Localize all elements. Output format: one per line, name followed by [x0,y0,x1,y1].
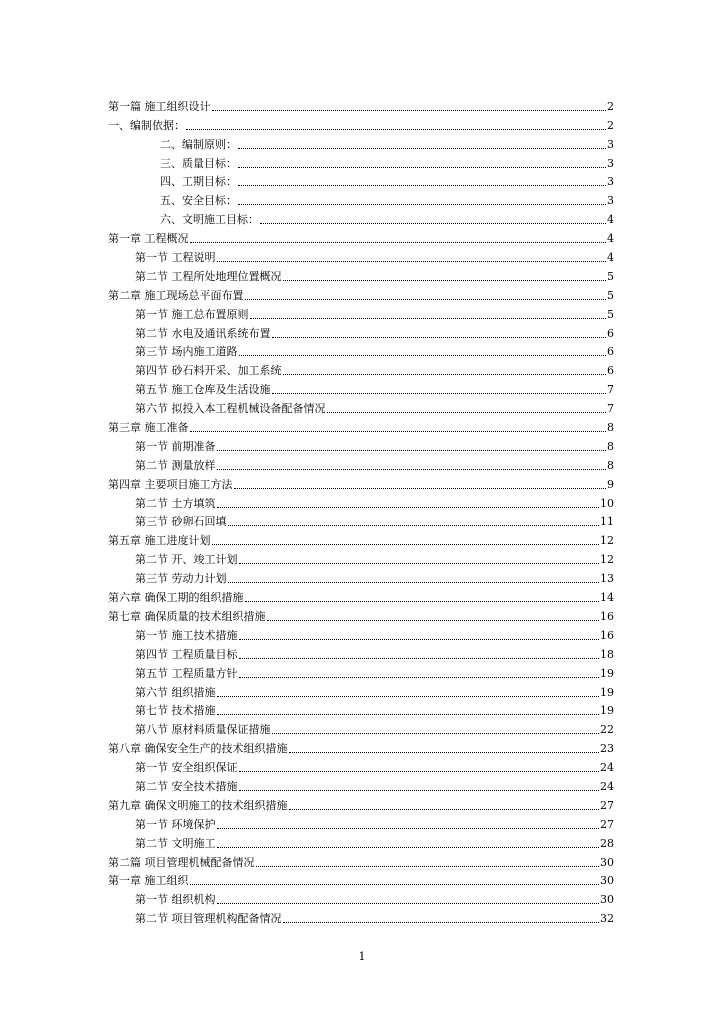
toc-dot-leader [283,922,600,923]
toc-dot-leader [190,884,600,885]
toc-entry[interactable] [108,416,614,435]
toc-entry[interactable] [108,586,614,605]
toc-entry-title: 第二篇 项目管理机械配备情况 [108,855,255,869]
toc-entry[interactable] [108,529,614,548]
toc-entry-page: 18 [600,647,614,661]
toc-entry[interactable] [108,473,614,492]
toc-entry-title: 第六节 组织措施 [135,685,216,699]
toc-entry-page: 7 [607,383,614,397]
toc-entry-page: 3 [607,175,614,189]
toc-entry-title: 第五章 施工进度计划 [108,534,211,548]
toc-dot-leader [272,393,607,394]
toc-entry-title: 四、工期目标： [160,175,237,189]
toc-dot-leader [186,129,606,130]
toc-dot-leader [238,148,606,149]
toc-dot-leader [283,280,607,281]
toc-entry[interactable] [108,700,614,719]
toc-entry[interactable] [108,303,614,322]
toc-entry-title: 六、文明施工目标： [160,213,259,227]
toc-entry-page: 4 [607,232,614,246]
toc-entry-page: 5 [607,307,614,321]
toc-entry-page: 16 [600,609,614,623]
toc-entry-title: 第三章 施工准备 [108,421,189,435]
toc-entry[interactable] [108,284,614,303]
toc-entry-title: 第一章 施工组织 [108,874,189,888]
page-number: 1 [358,950,366,963]
toc-entry-title: 第五节 施工仓库及生活设施 [135,383,271,397]
toc-entry[interactable] [108,511,614,530]
toc-dot-leader [239,658,600,659]
toc-entry[interactable] [108,454,614,473]
toc-dot-leader [217,261,607,262]
toc-dot-leader [190,242,607,243]
toc-entry[interactable] [108,888,614,907]
toc-entry[interactable] [108,662,614,681]
toc-entry[interactable] [108,775,614,794]
toc-entry-title: 第八章 确保安全生产的技术组织措施 [108,742,288,756]
toc-entry-title: 第二节 文明施工 [135,836,216,850]
toc-dot-leader [212,544,600,545]
toc-dot-leader [217,903,600,904]
toc-entry-title: 第二节 工程所处地理位置概况 [135,269,282,283]
toc-entry[interactable] [108,435,614,454]
toc-entry-title: 第二章 施工现场总平面布置 [108,288,244,302]
toc-entry-title: 第三节 砂卵石回填 [135,515,227,529]
toc-dot-leader [267,620,600,621]
toc-entry[interactable] [108,114,614,133]
toc-dot-leader [327,412,607,413]
toc-entry-title: 第二节 开、竣工计划 [135,553,238,567]
toc-entry-title: 第三节 场内施工道路 [135,345,238,359]
toc-entry-page: 12 [600,553,614,567]
toc-dot-leader [256,866,600,867]
toc-entry-page: 14 [600,591,614,605]
toc-dot-leader [289,752,600,753]
toc-entry-title: 第二节 项目管理机构配备情况 [135,912,282,926]
toc-entry-page: 6 [607,364,614,378]
toc-entry-title: 第二节 安全技术措施 [135,779,238,793]
toc-entry[interactable] [108,624,614,643]
toc-entry-title: 第一节 安全组织保证 [135,761,238,775]
toc-entry-title: 一、编制依据： [108,118,185,132]
toc-entry-title: 第八节 原材料质量保证措施 [135,723,271,737]
toc-entry-page: 2 [607,118,614,132]
toc-entry-page: 5 [607,288,614,302]
toc-entry-title: 第七节 技术措施 [135,704,216,718]
table-of-contents [108,95,614,926]
toc-entry[interactable] [108,492,614,511]
toc-entry-page: 6 [607,345,614,359]
toc-entry[interactable] [108,851,614,870]
toc-dot-leader [228,525,600,526]
toc-entry-page: 23 [600,742,614,756]
toc-entry[interactable] [108,189,614,208]
toc-entry[interactable] [108,265,614,284]
toc-entry-page: 24 [600,779,614,793]
toc-entry-page: 8 [607,439,614,453]
toc-dot-leader [245,299,607,300]
toc-dot-leader [239,677,600,678]
toc-dot-leader [289,809,600,810]
toc-entry-title: 第二节 土方填筑 [135,496,216,510]
toc-entry-title: 第二节 水电及通讯系统布置 [135,326,271,340]
toc-entry-page: 30 [600,893,614,907]
toc-dot-leader [190,431,607,432]
toc-entry-page: 32 [600,912,614,926]
toc-dot-leader [239,790,600,791]
toc-dot-leader [212,110,607,111]
toc-entry-page: 12 [600,534,614,548]
toc-entry-title: 第五节 工程质量方针 [135,666,238,680]
toc-entry[interactable] [108,794,614,813]
toc-entry[interactable] [108,643,614,662]
toc-dot-leader [228,582,600,583]
toc-dot-leader [238,185,606,186]
toc-entry-title: 第一节 前期准备 [135,439,216,453]
toc-entry-page: 10 [600,496,614,510]
toc-entry[interactable] [108,567,614,586]
toc-dot-leader [283,374,607,375]
toc-entry-page: 5 [607,269,614,283]
toc-entry-page: 11 [600,515,614,529]
toc-entry[interactable] [108,681,614,700]
toc-dot-leader [217,507,600,508]
toc-entry[interactable] [108,95,614,114]
toc-entry-title: 第一节 工程说明 [135,251,216,265]
toc-entry-title: 第一节 施工总布置原则 [135,307,249,321]
toc-entry-title: 第六节 拟投入本工程机械设备配备情况 [135,402,326,416]
toc-dot-leader [217,847,600,848]
toc-entry-title: 第一章 工程概况 [108,232,189,246]
toc-entry-title: 二、编制原则： [160,137,237,151]
toc-entry[interactable] [108,152,614,171]
toc-entry[interactable] [108,227,614,246]
toc-entry[interactable] [108,737,614,756]
toc-entry[interactable] [108,133,614,152]
toc-entry-title: 第四节 砂石料开采、加工系统 [135,364,282,378]
toc-dot-leader [217,469,607,470]
toc-dot-leader [272,337,607,338]
toc-entry[interactable] [108,341,614,360]
toc-dot-leader [260,223,606,224]
toc-dot-leader [217,714,600,715]
toc-dot-leader [234,488,607,489]
toc-entry-title: 第一篇 施工组织设计 [108,99,211,113]
toc-entry-title: 第六章 确保工期的组织措施 [108,591,244,605]
toc-dot-leader [239,563,600,564]
toc-entry[interactable] [108,548,614,567]
toc-entry-page: 8 [607,458,614,472]
toc-entry-title: 第一节 环境保护 [135,817,216,831]
toc-dot-leader [239,639,600,640]
toc-entry[interactable] [108,322,614,341]
toc-entry-page: 3 [607,156,614,170]
toc-dot-leader [239,771,600,772]
toc-entry-page: 2 [607,99,614,113]
toc-entry[interactable] [108,359,614,378]
toc-entry-title: 三、质量目标： [160,156,237,170]
toc-dot-leader [239,355,607,356]
toc-entry-page: 6 [607,326,614,340]
toc-entry[interactable] [108,171,614,190]
toc-entry[interactable] [108,397,614,416]
toc-entry-page: 3 [607,137,614,151]
toc-entry-page: 24 [600,761,614,775]
toc-entry[interactable] [108,378,614,397]
toc-entry[interactable] [108,718,614,737]
toc-entry[interactable] [108,870,614,889]
toc-entry[interactable] [108,832,614,851]
toc-entry-page: 27 [600,817,614,831]
toc-entry-page: 4 [607,251,614,265]
toc-entry-page: 27 [600,798,614,812]
toc-dot-leader [245,601,600,602]
toc-entry-page: 16 [600,628,614,642]
toc-entry-page: 19 [600,685,614,699]
toc-dot-leader [217,696,600,697]
toc-entry[interactable] [108,813,614,832]
toc-entry-title: 五、安全目标： [160,194,237,208]
toc-entry-title: 第一节 施工技术措施 [135,628,238,642]
toc-entry-page: 9 [607,477,614,491]
toc-entry-title: 第一节 组织机构 [135,893,216,907]
toc-entry-page: 30 [600,874,614,888]
toc-entry-page: 19 [600,666,614,680]
toc-dot-leader [238,204,606,205]
toc-entry-page: 19 [600,704,614,718]
toc-dot-leader [217,450,607,451]
toc-dot-leader [217,828,600,829]
toc-entry-page: 3 [607,194,614,208]
toc-entry-title: 第四章 主要项目施工方法 [108,477,233,491]
toc-dot-leader [238,167,606,168]
toc-entry-title: 第三节 劳动力计划 [135,572,227,586]
toc-entry-page: 8 [607,421,614,435]
toc-entry-title: 第七章 确保质量的技术组织措施 [108,609,266,623]
toc-entry[interactable] [108,208,614,227]
toc-entry-page: 4 [607,213,614,227]
toc-entry[interactable] [108,907,614,926]
toc-entry-page: 28 [600,836,614,850]
toc-entry[interactable] [108,605,614,624]
toc-entry-page: 13 [600,572,614,586]
toc-entry-page: 22 [600,723,614,737]
toc-entry-title: 第九章 确保文明施工的技术组织措施 [108,798,288,812]
toc-entry-page: 30 [600,855,614,869]
toc-dot-leader [250,318,607,319]
toc-entry[interactable] [108,246,614,265]
toc-entry-page: 7 [607,402,614,416]
toc-entry-title: 第二节 测量放样 [135,458,216,472]
toc-entry[interactable] [108,756,614,775]
toc-entry-title: 第四节 工程质量目标 [135,647,238,661]
toc-dot-leader [272,733,600,734]
